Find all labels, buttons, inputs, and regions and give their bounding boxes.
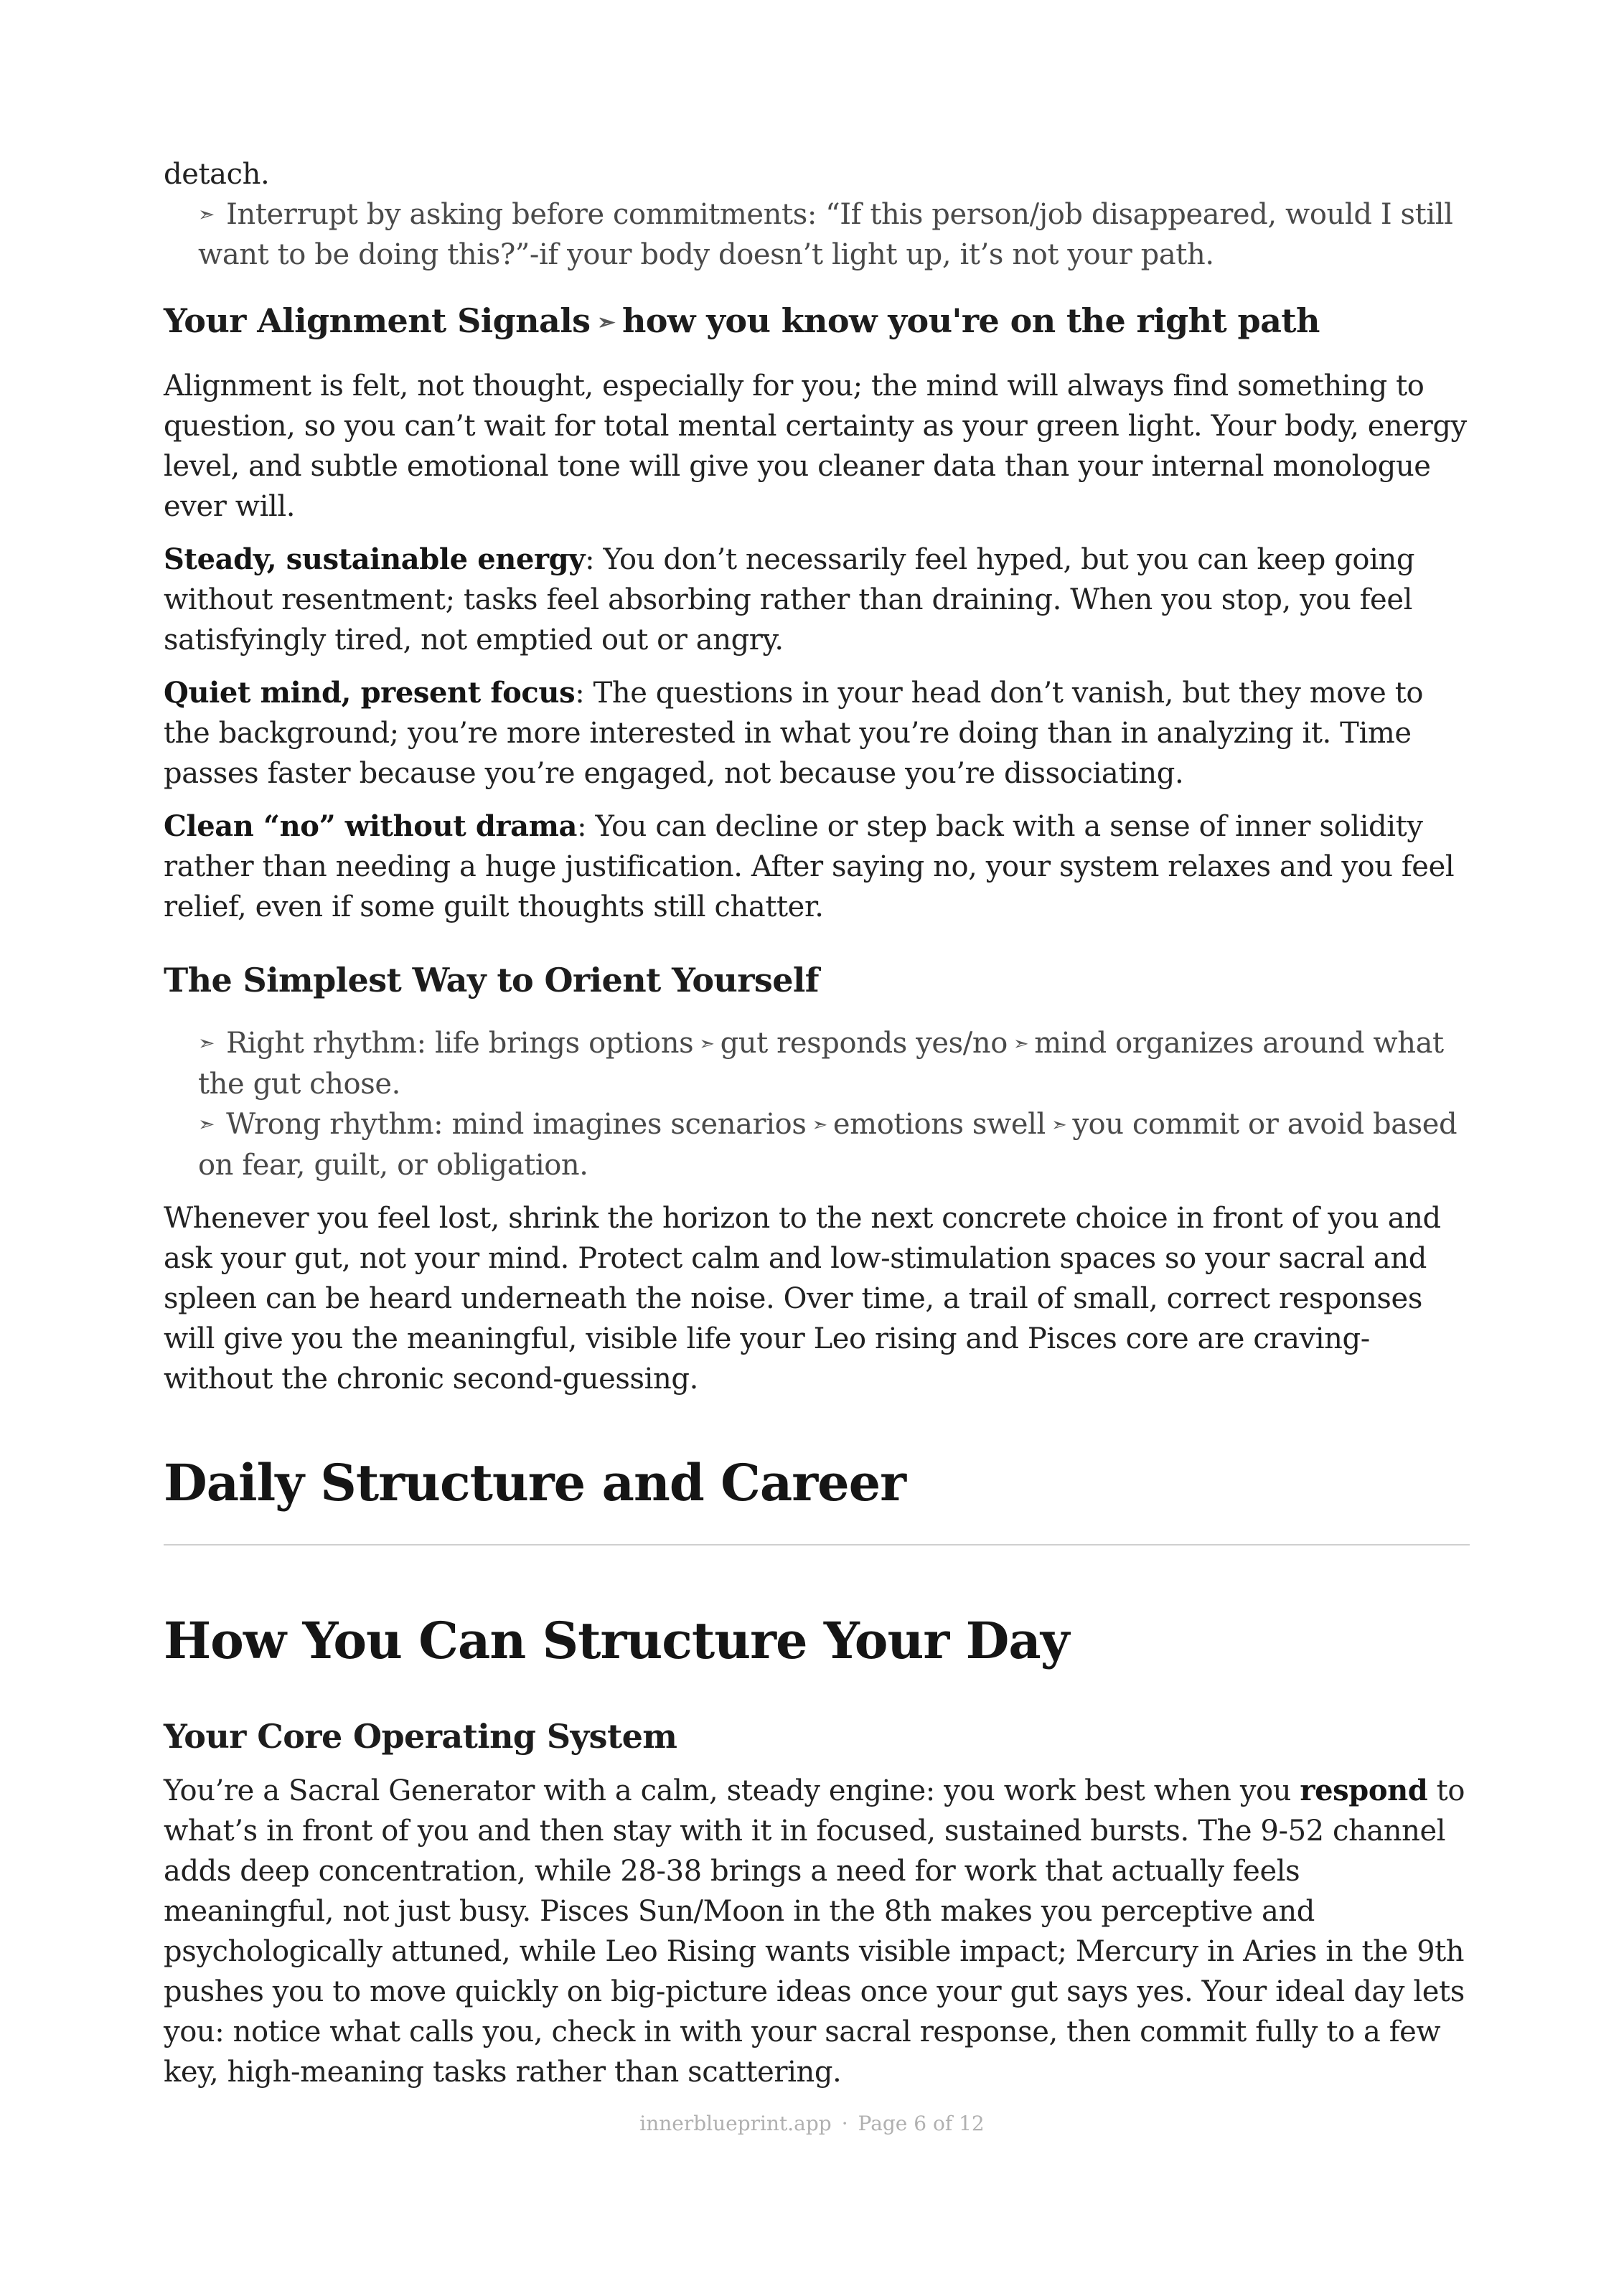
signal-paragraph bbox=[164, 806, 1470, 927]
footer-separator: · bbox=[841, 2112, 848, 2135]
list-item bbox=[198, 1104, 1470, 1185]
page-title: How You Can Structure Your Day bbox=[164, 1611, 1069, 1670]
signal-label: Steady, sustainable energy bbox=[164, 542, 586, 576]
signal-text: : You can decline or step back with a sense of inner solidity rather than needing a huge justification. After saying no, your system relaxes and you feel relief, even if some guilt thoughts still chatter. bbox=[164, 810, 1455, 923]
core-bold-word: respond bbox=[1300, 1774, 1428, 1807]
arrow-tail-icon: ➣ bbox=[812, 1114, 827, 1136]
arrow-tail-icon: ➣ bbox=[1051, 1114, 1067, 1136]
alignment-heading bbox=[164, 299, 1470, 344]
wrong-rhythm-part-c: you commit or avoid based on fear, guilt, or obligation. bbox=[198, 1108, 1458, 1182]
arrow-tail-icon: ➣ bbox=[198, 202, 215, 226]
signal-text: : The questions in your head don’t vanish, but they move to the background; you’re more interested in what you’re doing than in analyzing it. Time passes faster because you’re engaged, not because you’re dissociating. bbox=[164, 677, 1424, 790]
section-divider bbox=[164, 1544, 1470, 1545]
arrow-tail-icon: ➣ bbox=[198, 1031, 215, 1055]
core-heading: Your Core Operating System bbox=[164, 1717, 677, 1756]
signal-text: : You don’t necessarily feel hyped, but you can keep going without resentment; tasks feel absorbing rather than draining. When you stop, you feel satisfyingly tired, not emptied out or angry. bbox=[164, 543, 1415, 657]
orient-bullet-list bbox=[164, 1023, 1470, 1185]
wrong-rhythm-part-a: Wrong rhythm: mind imagines scenarios bbox=[226, 1108, 807, 1141]
arrow-tail-icon: ➣ bbox=[699, 1033, 715, 1055]
right-rhythm-part-c: mind organizes around what the gut chose. bbox=[198, 1027, 1444, 1101]
page-footer bbox=[0, 2112, 1624, 2135]
right-rhythm-part-a: Right rhythm: life brings options bbox=[226, 1027, 694, 1060]
section-title: Daily Structure and Career bbox=[164, 1453, 906, 1512]
footer-site: innerblueprint.app bbox=[639, 2112, 832, 2135]
right-rhythm-part-b: gut responds yes/no bbox=[720, 1027, 1008, 1060]
core-text-end: to what’s in front of you and then stay with it in focused, sustained bursts. The 9-52 channel adds deep concentration, while 28-38 brings a need for work that actually feels meaningful, not just busy. Pisces Sun/Moon in the 8th makes you perceptive and psychologically attuned, while Leo Rising wants visible impact; Mercury in Aries in the 9th pushes you to move quickly on big-picture ideas once your gut says yes. Your ideal day lets you: notice what calls you, check in with your sacral response, then commit fully to a few key, high-meaning tasks rather than scattering. bbox=[164, 1774, 1465, 2089]
signal-paragraph bbox=[164, 540, 1470, 660]
list-item bbox=[198, 194, 1470, 275]
signal-paragraph bbox=[164, 673, 1470, 794]
arrow-tail-icon: ➣ bbox=[597, 310, 615, 335]
list-item bbox=[198, 1023, 1470, 1104]
alignment-intro: Alignment is felt, not thought, especially for you; the mind will always find something to question, so you can’t wait for total mental certainty as your green light. Your body, energy level, and subtle emotional tone will give you cleaner data than your internal monologue ever will. bbox=[164, 370, 1467, 523]
signal-label: Clean “no” without drama bbox=[164, 809, 578, 843]
document-page bbox=[164, 154, 1470, 2092]
wrong-rhythm-part-b: emotions swell bbox=[832, 1108, 1046, 1141]
orient-closing: Whenever you feel lost, shrink the horizon to the next concrete choice in front of you and ask your gut, not your mind. Protect calm and low-stimulation spaces so your sacral and spleen can be heard underneath the noise. Over time, a trail of small, correct responses will give you the meaningful, visible life your Leo rising and Pisces core are craving-without the chronic second-guessing. bbox=[164, 1202, 1441, 1396]
alignment-heading-main: Your Alignment Signals bbox=[164, 301, 591, 340]
arrow-tail-icon: ➣ bbox=[1013, 1033, 1029, 1055]
orient-heading: The Simplest Way to Orient Yourself bbox=[164, 961, 819, 999]
core-paragraph bbox=[164, 1771, 1470, 2092]
arrow-tail-icon: ➣ bbox=[198, 1112, 215, 1136]
list-item-text: Interrupt by asking before commitments: “If this person/job disappeared, would I still want to be doing this?”-if your body doesn’t light up, it’s not your path. bbox=[198, 198, 1453, 271]
core-text-start: You’re a Sacral Generator with a calm, steady engine: you work best when you bbox=[164, 1774, 1300, 1807]
signal-label: Quiet mind, present focus bbox=[164, 676, 576, 710]
alignment-heading-sub: how you know you're on the right path bbox=[621, 301, 1320, 340]
continued-paragraph: detach. bbox=[164, 158, 270, 191]
footer-page-number: Page 6 of 12 bbox=[858, 2112, 985, 2135]
intro-bullet-list bbox=[164, 194, 1470, 275]
